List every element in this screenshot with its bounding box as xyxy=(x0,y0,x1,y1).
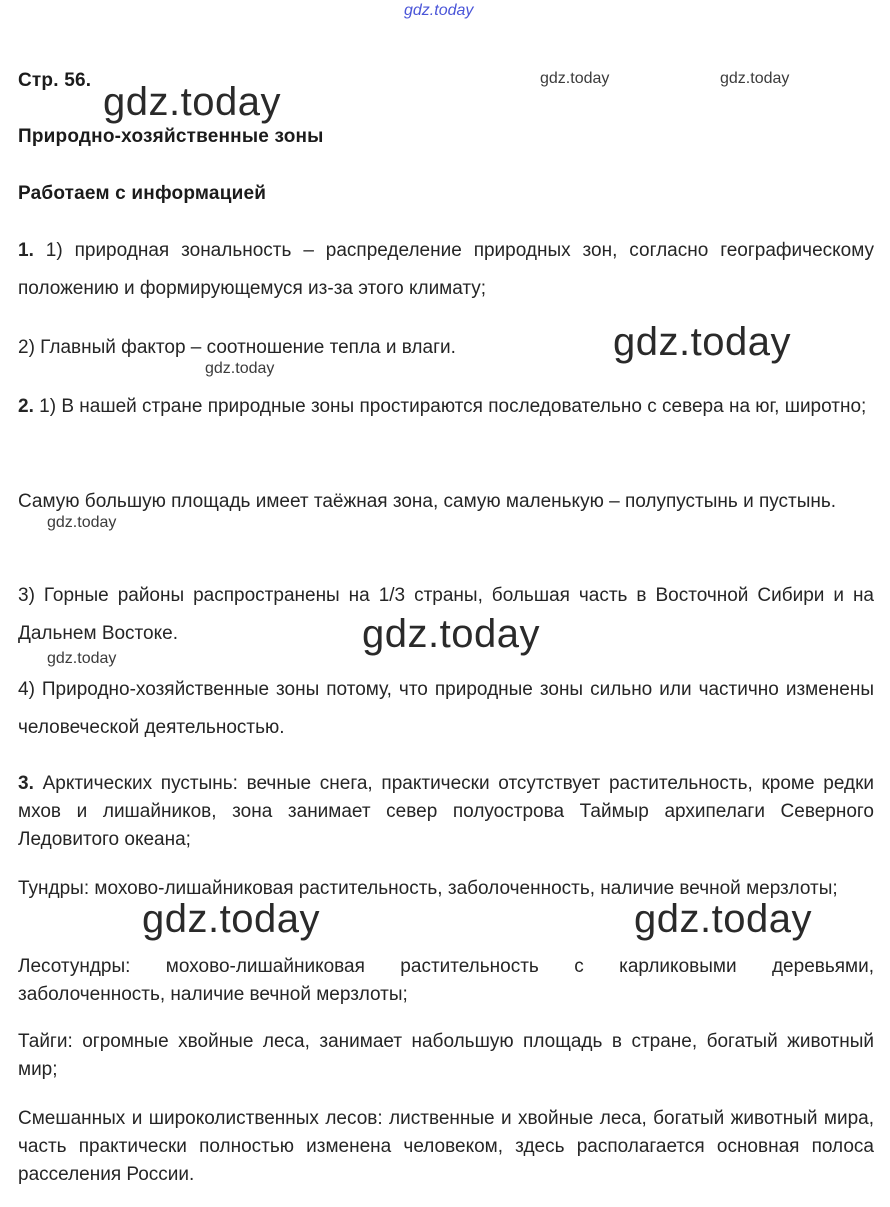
watermark-small: gdz.today xyxy=(720,70,790,87)
task-3-paragraph-3 xyxy=(18,953,874,1009)
watermark-small: gdz.today xyxy=(540,70,610,87)
task-2-paragraph-3 xyxy=(18,577,874,653)
watermark-large: gdz.today xyxy=(613,320,791,364)
paragraph-text: Самую большую площадь имеет таёжная зона, самую маленькую – полупустынь и пустынь. xyxy=(18,491,837,512)
task-number: 2. xyxy=(18,396,34,417)
paragraph-text: Смешанных и широколиственных лесов: лиственные и хвойные леса, богатый животный мира, часть практически полностью изменена человеком, здесь располагается основная полоса расселения России. xyxy=(18,1108,874,1185)
task-2-paragraph-4 xyxy=(18,671,874,747)
paragraph-text: Тайги: огромные хвойные леса, занимает набольшую площадь в стране, богатый животный мир; xyxy=(18,1031,874,1080)
watermark-large: gdz.today xyxy=(362,612,540,656)
task-2-paragraph xyxy=(18,388,874,426)
paragraph-text: Лесотундры: мохово-лишайниковая растительность с карликовыми деревьями, заболоченность, наличие вечной мерзлоты; xyxy=(18,956,874,1005)
paragraph-text: 2) Главный фактор – соотношение тепла и влаги. xyxy=(18,337,456,358)
watermark-large: gdz.today xyxy=(634,897,812,941)
task-3-paragraph xyxy=(18,770,874,854)
paragraph-text: Арктических пустынь: вечные снега, практически отсутствует растительность, кроме редки мхов и лишайников, зона занимает север полуострова Таймыр архипелаги Северного Ледовитого океана; xyxy=(18,773,874,850)
task-3-paragraph-2 xyxy=(18,875,874,903)
watermark-top: gdz.today xyxy=(404,2,474,19)
task-number: 1. xyxy=(18,240,34,261)
paragraph-text: Тундры: мохово-лишайниковая растительность, заболоченность, наличие вечной мерзлоты; xyxy=(18,878,838,899)
page-title: Природно-хозяйственные зоны xyxy=(18,126,324,147)
task-2-paragraph-2 xyxy=(18,483,874,521)
task-1-paragraph xyxy=(18,232,874,308)
paragraph-text: 4) Природно-хозяйственные зоны потому, что природные зоны сильно или частично изменены человеческой деятельностью. xyxy=(18,679,874,738)
page-reference: Стр. 56. xyxy=(18,70,92,91)
task-number: 3. xyxy=(18,773,34,794)
paragraph-text: 3) Горные районы распространены на 1/3 страны, большая часть в Восточной Сибири и на Дальнем Востоке. xyxy=(18,585,874,644)
watermark-small: gdz.today xyxy=(47,514,117,531)
task-3-paragraph-4 xyxy=(18,1028,874,1084)
task-3-paragraph-5 xyxy=(18,1105,874,1189)
watermark-small: gdz.today xyxy=(205,360,275,377)
paragraph-text: 1) природная зональность – распределение природных зон, согласно географическому положению и формирующемуся из-за этого климату; xyxy=(18,240,875,299)
section-heading: Работаем с информацией xyxy=(18,183,267,204)
watermark-small: gdz.today xyxy=(47,650,117,667)
watermark-large: gdz.today xyxy=(103,80,281,124)
watermark-large: gdz.today xyxy=(142,897,320,941)
paragraph-text: 1) В нашей стране природные зоны простираются последовательно с севера на юг, широтно; xyxy=(39,396,867,417)
task-1-paragraph-2 xyxy=(18,329,874,367)
